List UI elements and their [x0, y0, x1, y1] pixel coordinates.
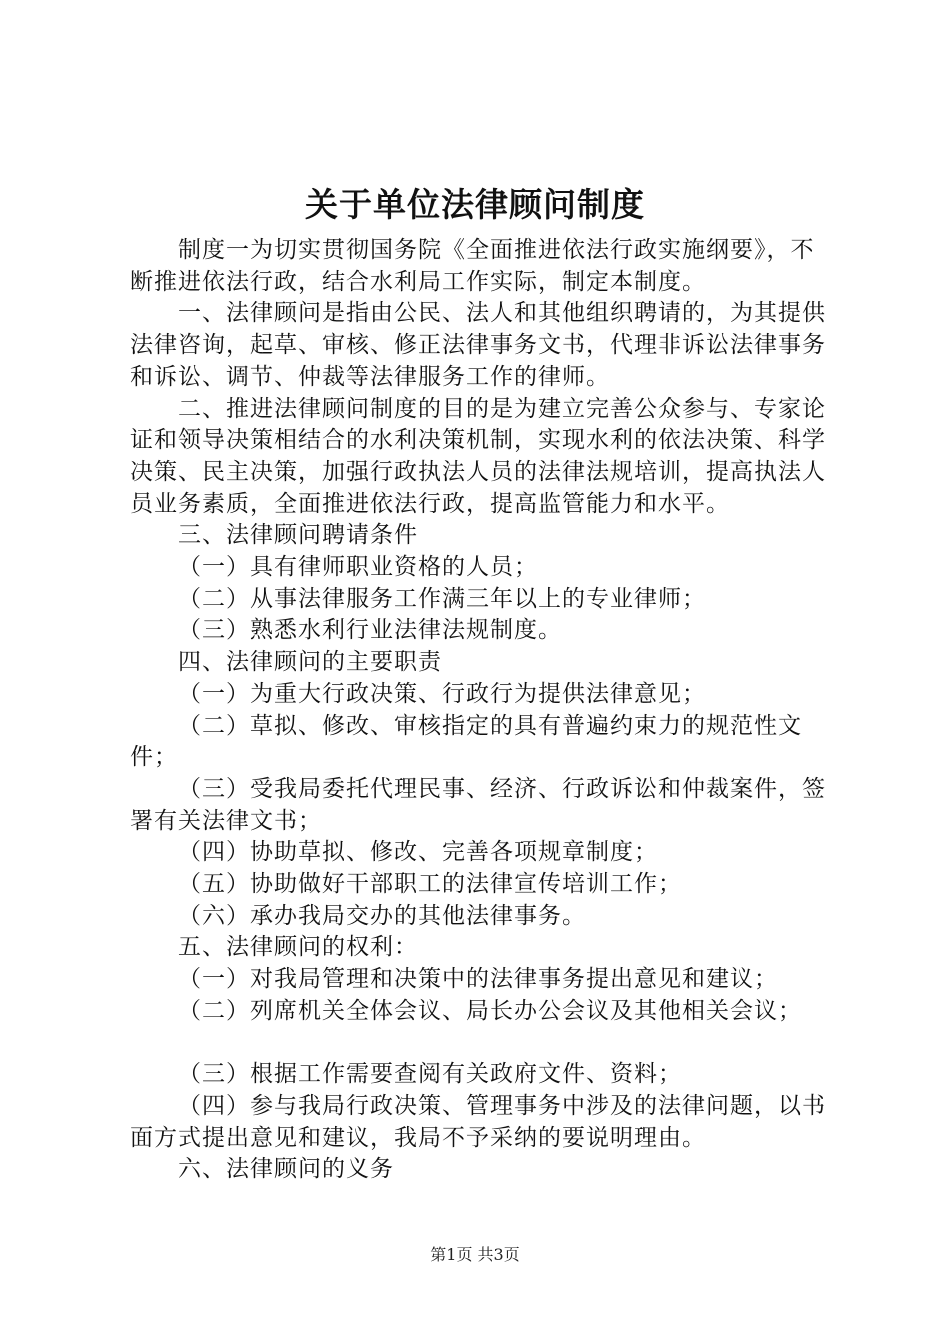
paragraph-preamble: 制度一为切实贯彻国务院《全面推进依法行政实施纲要》，不断推进依法行政，结合水利局工作实际，制定本制度。	[130, 237, 815, 295]
list-item: （四）协助草拟、修改、完善各项规章制度；	[178, 839, 658, 866]
list-item: （一）对我局管理和决策中的法律事务提出意见和建议；	[178, 966, 778, 993]
page-footer: 第1页 共3页	[430, 1245, 520, 1264]
paragraph-section-2: 二、推进法律顾问制度的目的是为建立完善公众参与、专家论证和领导决策相结合的水利决策机制，实现水利的依法决策、科学决策、民主决策，加强行政执法人员的法律法规培训，提高执法人员业务素质，全面推进依法行政，提高监管能力和水平。	[130, 395, 826, 517]
list-item: （四）参与我局行政决策、管理事务中涉及的法律问题，以书面方式提出意见和建议，我局不予采纳的要说明理由。	[130, 1092, 826, 1151]
list-item: （六）承办我局交办的其他法律事务。	[178, 902, 586, 929]
list-item: （三）受我局委托代理民事、经济、行政诉讼和仲裁案件，签署有关法律文书；	[130, 775, 826, 834]
document-body	[130, 235, 835, 1186]
heading-section-6: 六、法律顾问的义务	[178, 1156, 394, 1183]
paragraph-section-1: 一、法律顾问是指由公民、法人和其他组织聘请的，为其提供法律咨询，起草、审核、修正法律事务文书，代理非诉讼法律事务和诉讼、调节、仲裁等法律服务工作的律师。	[130, 300, 826, 390]
list-item: （二）草拟、修改、审核指定的具有普遍约束力的规范性文件；	[130, 712, 802, 771]
heading-section-3: 三、法律顾问聘请条件	[178, 522, 418, 549]
blank-line	[130, 1028, 835, 1060]
heading-section-4: 四、法律顾问的主要职责	[178, 649, 442, 676]
list-item: （一）为重大行政决策、行政行为提供法律意见；	[178, 680, 706, 707]
list-item: （三）根据工作需要查阅有关政府文件、资料；	[178, 1061, 682, 1088]
document-title: 关于单位法律顾问制度	[305, 185, 645, 224]
list-item: （二）从事法律服务工作满三年以上的专业律师；	[178, 585, 706, 612]
list-item: （一）具有律师职业资格的人员；	[178, 554, 538, 581]
list-item: （二）列席机关全体会议、局长办公会议及其他相关会议；	[178, 997, 802, 1024]
list-item: （五）协助做好干部职工的法律宣传培训工作；	[178, 871, 682, 898]
list-item: （三）熟悉水利行业法律法规制度。	[178, 617, 562, 644]
heading-section-5: 五、法律顾问的权利：	[178, 934, 418, 961]
